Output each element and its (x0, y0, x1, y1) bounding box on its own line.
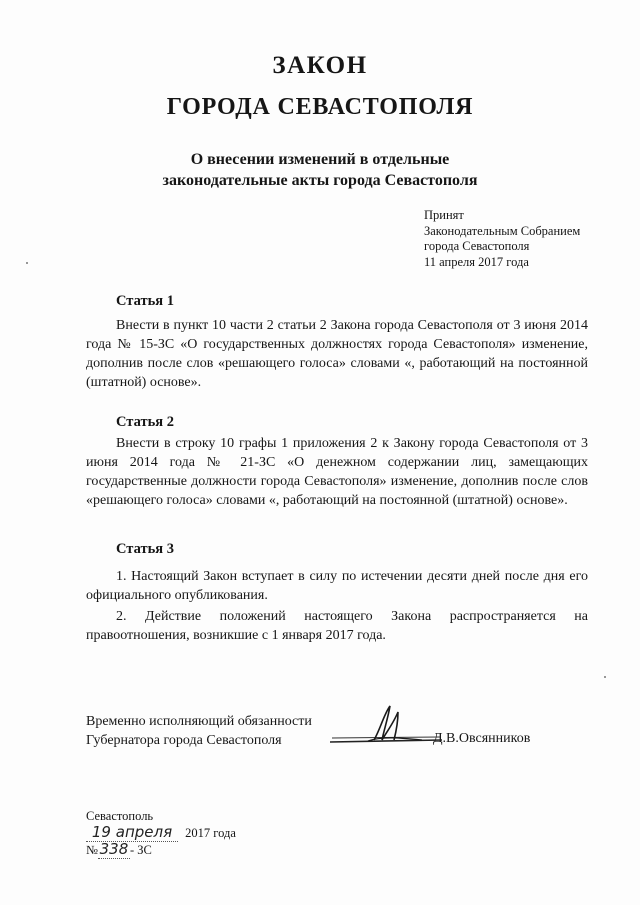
adoption-date: 11 апреля 2017 года (424, 254, 529, 269)
article-2-heading: Статья 2 (116, 414, 174, 430)
adoption-line: Законодательным Собранием (424, 223, 581, 238)
adoption-block (424, 208, 624, 270)
handwritten-number: 338 (99, 840, 129, 858)
number-blank (98, 840, 130, 859)
handwritten-signature (322, 700, 452, 750)
article-2-text: Внести в строку 10 графы 1 приложения 2 к Закону города Севастополя от 3 июня 2014 года № 21-ЗС «О денежном содержании лиц, замещающих государственные должности города Севастополя» изменение, дополнив после слов «решающего голоса» словами «, работающий на постоянной (штатной) основе». (86, 436, 588, 508)
signatory-name: Д.В.Овсянников (433, 731, 531, 746)
subject-line-2: законодательные акты города Севастополя (162, 172, 478, 189)
article-1-text: Внести в пункт 10 части 2 статьи 2 Закона города Севастополя от 3 июня 2014 года № 15-ЗС «О государственных должностях города Севастополя» изменение, дополнив после слов «решающего голоса» словами «, работающий на постоянной (штатной) основе». (86, 318, 588, 390)
scan-speck (26, 262, 28, 264)
number-sign: № (86, 843, 98, 857)
article-1-heading: Статья 1 (116, 293, 174, 309)
adoption-line: города Севастополя (424, 239, 530, 253)
document-title: ЗАКОН (272, 52, 368, 79)
subject-line-1: О внесении изменений в отдельные (190, 151, 450, 168)
place-of-signing: Севастополь (86, 809, 154, 823)
law-number-row (86, 840, 152, 859)
adoption-line: Принят (424, 208, 464, 222)
scan-speck (604, 676, 606, 678)
article-3-item-1: 1. Настоящий Закон вступает в силу по истечении десяти дней после дня его официального опубликования. (86, 569, 588, 603)
article-3-heading: Статья 3 (116, 541, 174, 557)
article-3-item-2: 2. Действие положений настоящего Закона распространяется на правоотношения, возникшие с 1 января 2017 года. (86, 609, 588, 643)
signatory-title-line-1: Временно исполняющий обязанности (86, 714, 312, 729)
number-suffix: - ЗС (129, 843, 152, 857)
document-subtitle: ГОРОДА СЕВАСТОПОЛЯ (166, 94, 474, 120)
handwritten-date: 19 апреля (91, 823, 173, 841)
signatory-title-line-2: Губернатора города Севастополя (86, 733, 282, 748)
date-year: 2017 года (185, 826, 236, 840)
